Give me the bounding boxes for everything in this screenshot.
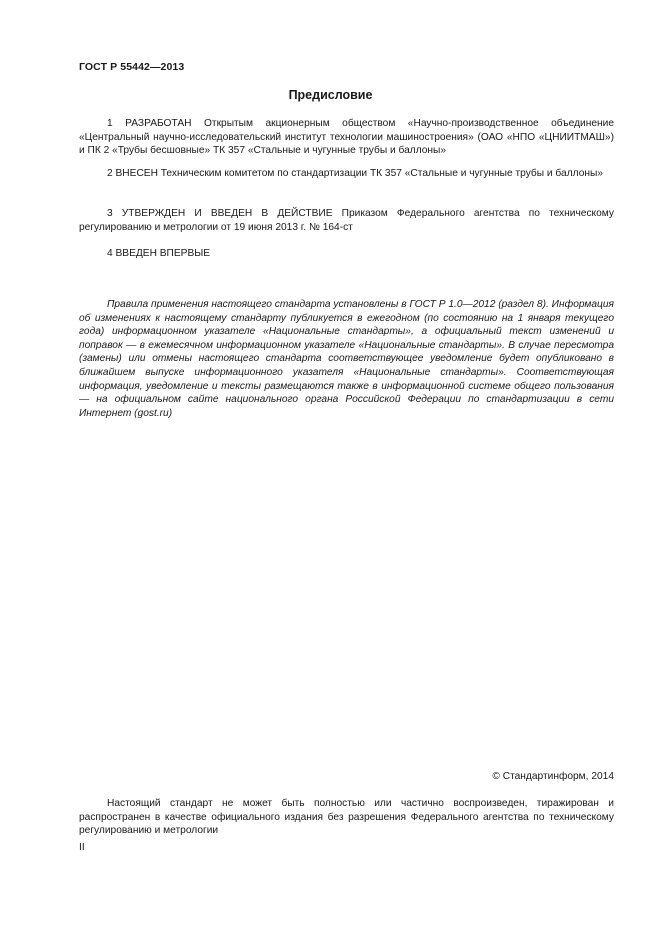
paragraph-developer: 1 РАЗРАБОТАН Открытым акционерным обществом «Научно-производственное объединение «Центральный научно-исследовательский институт технологии машиностроения» (ОАО «НПО «ЦНИИТМАШ») и ПК 2 «Трубы бесшовные» ТК 357 «Стальные и чугунные трубы и баллоны» [79,118,614,157]
section-title: Предисловие [288,88,373,102]
reproduction-notice: Настоящий стандарт не может быть полностью или частично воспроизведен, тиражирован и распространен в качестве официального издания без разрешения Федерального агентства по техническому регулированию и метрологии [79,798,614,837]
document-number: ГОСТ Р 55442—2013 [79,61,185,73]
paragraph-approved: 3 УТВЕРЖДЕН И ВВЕДЕН В ДЕЙСТВИЕ Приказом Федерального агентства по техническому регулированию и метрологии от 19 июня 2013 г. № 164-ст [79,208,614,233]
standard-usage-notice: Правила применения настоящего стандарта установлены в ГОСТ Р 1.0—2012 (раздел 8). Информация об изменениях к настоящему стандарту публикуется в ежегодном (по состоянию на 1 января текущего года) информационном указателе «Национальные стандарты», а официальный текст изменений и поправок — в ежемесячном информационном указателе «Национальные стандарты». В случае пересмотра (замены) или отмены настоящего стандарта соответствующее уведомление будет опубликовано в ближайшем выпуске информационного указателя «Национальные стандарты». Соответствующая информация, уведомление и тексты размещаются также в информационной системе общего пользования — на официальном сайте национального органа Российской Федерации по стандартизации в сети Интернет (gost.ru) [79,299,614,419]
copyright: © Стандартинформ, 2014 [492,771,614,782]
paragraph-first-introduced: 4 ВВЕДЕН ВПЕРВЫЕ [107,248,211,259]
page-number: II [79,842,85,853]
paragraph-introduced: 2 ВНЕСЕН Техническим комитетом по стандартизации ТК 357 «Стальные и чугунные трубы и баллоны» [107,168,603,179]
